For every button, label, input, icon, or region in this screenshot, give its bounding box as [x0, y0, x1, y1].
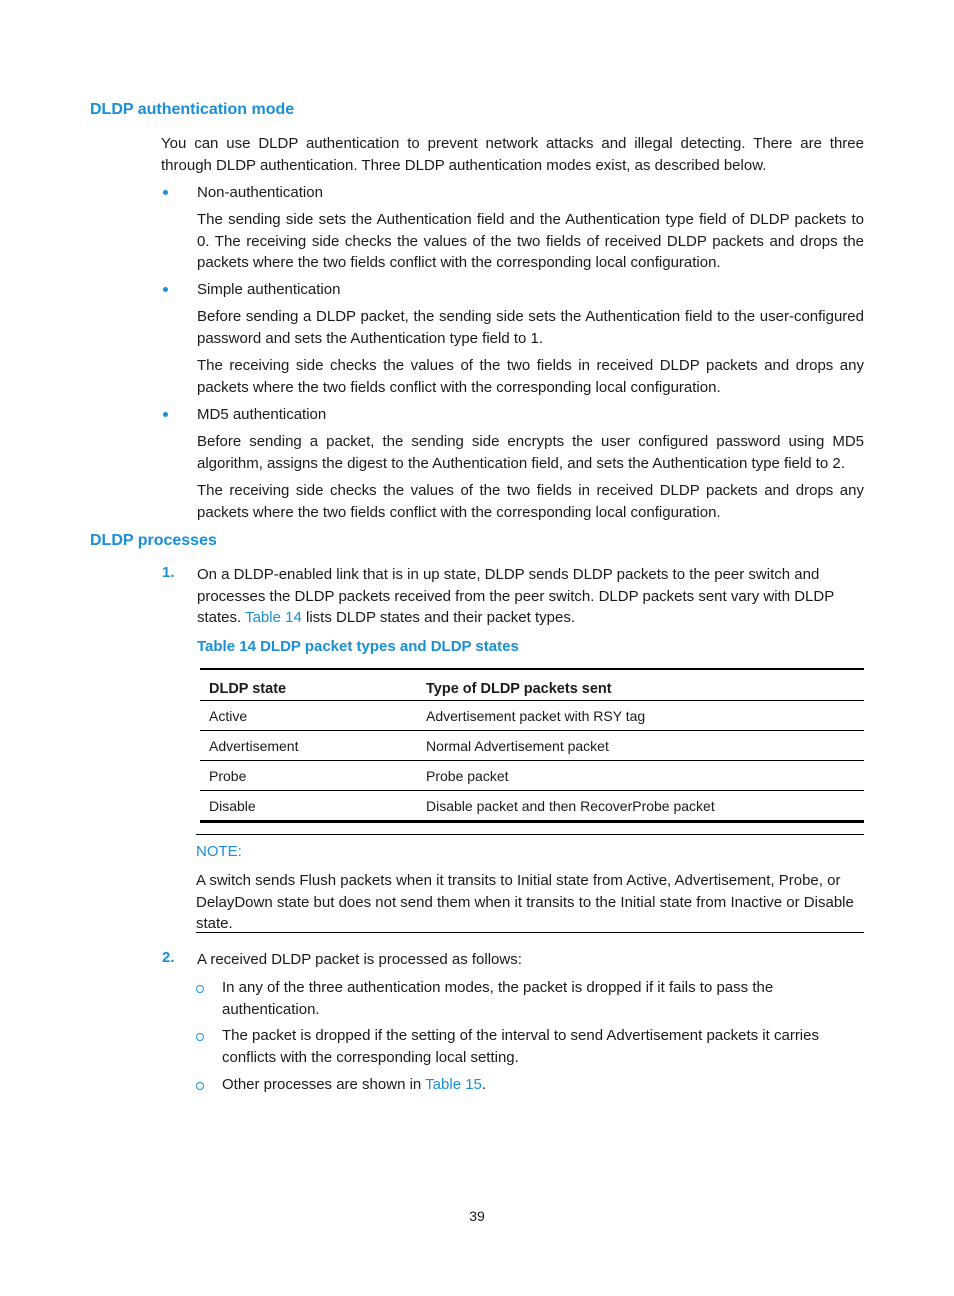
note-box [196, 834, 864, 933]
sub-item-last-before: Other processes are shown in [222, 1076, 426, 1093]
mode-paragraph: The receiving side checks the values of the two fields in received DLDP packets and drops any packets where the two fields conflict with the corresponding local configuration. [197, 357, 864, 396]
sub-bullet-circle-icon [196, 985, 204, 993]
step-number: 2. [162, 949, 175, 966]
sub-item-last [222, 1074, 864, 1096]
page-number: 39 [469, 1208, 485, 1224]
mode-paragraph: The sending side sets the Authentication field and the Authentication type field of DLDP packets to 0. The receiving side checks the values of the two fields of received DLDP packets and drops the packets where the two fields conflict with the corresponding local configuration. [197, 211, 864, 271]
sub-bullet-circle-icon [196, 1082, 204, 1090]
table-row [200, 791, 864, 822]
section-heading-processes: DLDP processes [90, 532, 217, 549]
auth-intro: You can use DLDP authentication to prevent network attacks and illegal detecting. There are three through DLDP authentication. Three DLDP authentication modes exist, as described below. [161, 135, 864, 174]
step1-text [197, 564, 864, 629]
mode-title-non-auth: Non-authentication [197, 184, 323, 201]
mode-title-simple: Simple authentication [197, 281, 341, 298]
note-text: A switch sends Flush packets when it transits to Initial state from Active, Advertisement, Probe, or DelayDown state but does not send them when it transits to the Initial state from Inactive or Disable state. [196, 872, 854, 932]
sub-item-last-after: . [481, 1076, 487, 1093]
mode-title-md5: MD5 authentication [197, 406, 327, 423]
sub-item: The packet is dropped if the setting of the interval to send Advertisement packets it carries conflicts with the corresponding local setting. [222, 1027, 819, 1066]
step1-text-after: lists DLDP states and their packet types. [301, 609, 575, 626]
table-cell: Advertisement [200, 731, 417, 761]
step1-text-before: On a DLDP-enabled link that is in up state, DLDP sends DLDP packets to the peer switch and processes the DLDP packets received from the peer switch. DLDP packets sent vary with DLDP states. [197, 566, 834, 626]
bullet-dot-icon [163, 287, 168, 292]
table-caption: Table 14 DLDP packet types and DLDP states [197, 638, 519, 655]
sub-bullet-circle-icon [196, 1033, 204, 1041]
mode-paragraph: The receiving side checks the values of the two fields in received DLDP packets and drops any packets where the two fields conflict with the corresponding local configuration. [197, 482, 864, 521]
column-header-state: DLDP state [200, 669, 417, 701]
bullet-dot-icon [163, 190, 168, 195]
sub-item: In any of the three authentication modes, the packet is dropped if it fails to pass the authentication. [222, 979, 774, 1018]
mode-paragraph: Before sending a packet, the sending side encrypts the user configured password using MD5 algorithm, assigns the digest to the Authentication field, and sets the Authentication type field to 2. [197, 433, 864, 472]
table-header-row [200, 669, 864, 701]
table-14-link[interactable]: Table 14 [245, 609, 302, 626]
table-row [200, 701, 864, 731]
table-cell: Disable packet and then RecoverProbe packet [426, 797, 715, 814]
mode-paragraph: Before sending a DLDP packet, the sending side sets the Authentication field to the user-configured password and sets the Authentication type field to 1. [197, 308, 864, 347]
note-label: NOTE: [196, 843, 242, 860]
table-cell: Probe [200, 761, 417, 791]
column-header-type: Type of DLDP packets sent [417, 669, 864, 701]
section-heading-auth: DLDP authentication mode [90, 101, 295, 118]
table-row [200, 761, 864, 791]
table-cell: Normal Advertisement packet [417, 731, 864, 761]
table-15-link[interactable]: Table 15 [425, 1076, 482, 1093]
table-cell: Advertisement packet with RSY tag [417, 701, 864, 731]
table-cell: Probe packet [417, 761, 864, 791]
table-cell: Disable [209, 797, 256, 814]
step2-text: A received DLDP packet is processed as follows: [197, 951, 522, 968]
table-row [200, 731, 864, 761]
bullet-dot-icon [163, 412, 168, 417]
table-cell: Active [200, 701, 417, 731]
step-number: 1. [162, 564, 175, 581]
dldp-states-table [200, 668, 864, 823]
